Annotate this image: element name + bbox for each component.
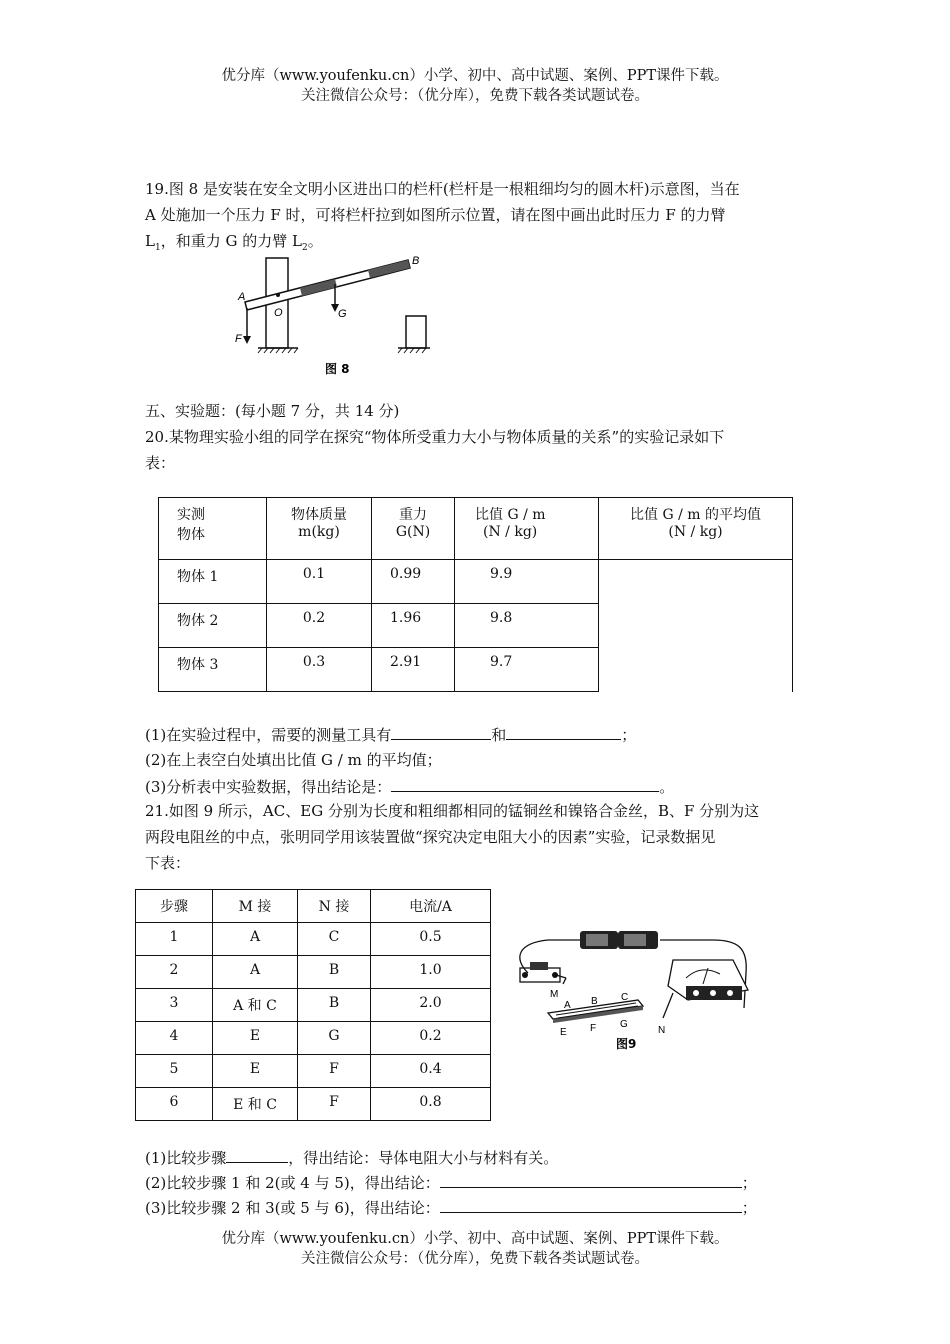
q20-h1a: 物体质量 <box>291 507 347 523</box>
table-row <box>136 1022 491 1055</box>
q21-cell: 6 <box>136 1088 213 1121</box>
q21-sub1-text: (1)比较步骤 <box>145 1149 227 1167</box>
q21-cell: A <box>213 923 298 956</box>
q20-cell: 0.99 <box>372 560 455 604</box>
q20-sub-3 <box>145 775 674 798</box>
q19-line-3-end: 。 <box>307 232 323 250</box>
q20-cell: 物体 3 <box>159 648 267 692</box>
footer-line-1: 优分库（www.youfenku.cn）小学、初中、高中试题、案例、PPT课件下载。 <box>221 1231 729 1247</box>
q19-line-3-text: ，和重力 G 的力臂 L <box>160 232 302 250</box>
q20-sub1-end: ； <box>621 726 637 744</box>
q21-sub-3 <box>145 1196 757 1219</box>
q21-cell: G <box>298 1022 371 1055</box>
q21-step-blank[interactable] <box>226 1146 288 1163</box>
table-row <box>136 956 491 989</box>
label-A: A <box>238 291 246 303</box>
page-footer <box>0 1229 950 1269</box>
q20-h4a: 比值 G / m 的平均值 <box>630 507 761 523</box>
q20-h2b: G(N) <box>395 524 431 540</box>
q21-sub3-text: (3)比较步骤 2 和 3(或 5 与 6)，得出结论： <box>145 1199 440 1217</box>
force-F-arrowhead <box>243 336 251 344</box>
ammeter-terminal-3 <box>727 990 733 996</box>
q20-line-2: 表： <box>145 454 176 472</box>
q21-header-cell: 步骤 <box>136 890 213 923</box>
q20-cell: 物体 2 <box>159 604 267 648</box>
label-A: A <box>564 1000 571 1011</box>
q19-line-1: 19.图 8 是安装在安全文明小区进出口的栏杆(栏杆是一根粗细均匀的圆木杆)示意图，当在 <box>145 180 740 198</box>
q21-cell: E <box>213 1055 298 1088</box>
q20-cell: 物体 1 <box>159 560 267 604</box>
ammeter-terminal-2 <box>710 990 716 996</box>
label-M: M <box>550 989 559 1000</box>
q20-h3b: (N / kg) <box>483 524 538 540</box>
q19-l1-symbol: L <box>145 232 155 250</box>
q20-header-cell <box>267 498 372 560</box>
q21-cell: B <box>298 989 371 1022</box>
lever-shade-1 <box>300 279 337 296</box>
q21-conclusion-blank-2[interactable] <box>440 1171 742 1188</box>
label-E: E <box>560 1027 567 1038</box>
label-B: B <box>591 996 598 1007</box>
section-5-title: 五、实验题：(每小题 7 分，共 14 分) <box>145 402 400 420</box>
q20-sub3-text: (3)分析表中实验数据，得出结论是： <box>145 778 392 796</box>
q20-average-blank-cell[interactable] <box>599 560 793 692</box>
q20-sub3-end: 。 <box>659 778 675 796</box>
q20-tool-blank-2[interactable] <box>506 723 621 740</box>
figure-9-caption: 图9 <box>616 1037 637 1051</box>
q21-cell: E <box>213 1022 298 1055</box>
q20-header-cell <box>599 498 793 560</box>
right-post <box>406 316 426 348</box>
label-C: C <box>621 992 629 1003</box>
q20-h2a: 重力 <box>399 507 427 523</box>
label-G: G <box>338 308 347 320</box>
switch-lever[interactable] <box>530 962 548 970</box>
lever-shade-2 <box>368 260 410 278</box>
question-19 <box>145 176 815 261</box>
q20-cell: 0.2 <box>267 604 372 648</box>
q21-table-header-row <box>136 890 491 923</box>
q21-cell: A 和 C <box>213 989 298 1022</box>
q21-line-3: 下表： <box>145 854 191 872</box>
q21-cell: F <box>298 1055 371 1088</box>
q21-header-cell: 电流/A <box>371 890 491 923</box>
q21-cell: 1.0 <box>371 956 491 989</box>
q20-table <box>158 497 793 692</box>
battery-2-label <box>624 934 646 946</box>
q20-line-1: 20.某物理实验小组的同学在探究“物体所受重力大小与物体质量的关系”的实验记录如下 <box>145 428 725 446</box>
q21-cell: 4 <box>136 1022 213 1055</box>
q20-table-header-row <box>159 498 793 560</box>
battery-1-label <box>586 934 608 946</box>
q21-sub-1 <box>145 1146 558 1169</box>
q19-line-2: A 处施加一个压力 F 时，可将栏杆拉到如图所示位置，请在图中画出此时压力 F 的力臂 <box>145 206 726 224</box>
table-row <box>136 923 491 956</box>
table-row <box>159 560 793 604</box>
label-O: O <box>274 307 283 319</box>
q21-cell: 2 <box>136 956 213 989</box>
q20-sub1-and: 和 <box>491 726 507 744</box>
q20-h0a: 实测 <box>177 507 205 523</box>
q21-cell: F <box>298 1088 371 1121</box>
q21-cell: A <box>213 956 298 989</box>
q20-header-cell <box>455 498 599 560</box>
label-G: G <box>620 1019 628 1030</box>
q21-table <box>135 889 491 1121</box>
q21-cell: 0.2 <box>371 1022 491 1055</box>
q21-cell: 0.4 <box>371 1055 491 1088</box>
q20-cell: 1.96 <box>372 604 455 648</box>
switch-terminal-1 <box>522 972 528 978</box>
q20-cell: 9.9 <box>455 560 599 604</box>
header-line-2: 关注微信公众号：（优分库），免费下载各类试题试卷。 <box>301 88 649 104</box>
q21-line-1: 21.如图 9 所示，AC、EG 分别为长度和粗细都相同的锰铜丝和镍铬合金丝，B、F 分别为这 <box>145 802 760 820</box>
page-header <box>0 66 950 106</box>
q19-l2-sub: 2 <box>301 243 308 253</box>
q20-header-cell <box>372 498 455 560</box>
q21-cell: B <box>298 956 371 989</box>
q21-sub3-end: ； <box>741 1199 757 1217</box>
q20-h1b: m(kg) <box>298 524 340 540</box>
q20-h3a: 比值 G / m <box>475 507 546 523</box>
table-row <box>136 1055 491 1088</box>
q20-cell: 2.91 <box>372 648 455 692</box>
q21-cell: 3 <box>136 989 213 1022</box>
q20-tool-blank-1[interactable] <box>391 723 491 740</box>
q21-sub2-end: ； <box>741 1174 757 1192</box>
q20-cell: 9.8 <box>455 604 599 648</box>
figure-8-lever <box>230 250 430 380</box>
q20-sub-1 <box>145 723 636 746</box>
q21-cell: 0.5 <box>371 923 491 956</box>
pivot-point <box>276 293 280 297</box>
q20-header-cell <box>159 498 267 560</box>
label-B: B <box>412 255 420 267</box>
q20-sub-2: (2)在上表空白处填出比值 G / m 的平均值； <box>145 751 442 769</box>
section-5 <box>145 398 815 476</box>
table-row <box>136 1088 491 1121</box>
q20-sub1-text: (1)在实验过程中，需要的测量工具有 <box>145 726 392 744</box>
q20-h4b: (N / kg) <box>668 524 723 540</box>
q21-header-cell: M 接 <box>213 890 298 923</box>
q21-cell: E 和 C <box>213 1088 298 1121</box>
q21-cell: 2.0 <box>371 989 491 1022</box>
q21-conclusion-blank-3[interactable] <box>440 1196 742 1213</box>
q20-cell: 9.7 <box>455 648 599 692</box>
q21-cell: 5 <box>136 1055 213 1088</box>
wire-to-N <box>663 993 673 1018</box>
q19-l1-sub: 1 <box>154 243 161 253</box>
q21-sub-2 <box>145 1171 757 1194</box>
table-row <box>136 989 491 1022</box>
q21-cell: 1 <box>136 923 213 956</box>
label-F: F <box>235 333 242 345</box>
q21-header-cell: N 接 <box>298 890 371 923</box>
footer-line-2: 关注微信公众号：（优分库），免费下载各类试题试卷。 <box>301 1251 649 1267</box>
label-N: N <box>658 1025 666 1036</box>
header-line-1: 优分库（www.youfenku.cn）小学、初中、高中试题、案例、PPT课件下载。 <box>221 68 729 84</box>
question-21 <box>145 798 815 876</box>
q20-cell: 0.1 <box>267 560 372 604</box>
q20-h0b: 物体 <box>177 527 205 543</box>
q21-cell: 0.8 <box>371 1088 491 1121</box>
figure-8-caption: 图 8 <box>325 362 350 376</box>
q21-cell: C <box>298 923 371 956</box>
q21-sub2-text: (2)比较步骤 1 和 2(或 4 与 5)，得出结论： <box>145 1174 440 1192</box>
q20-conclusion-blank[interactable] <box>391 775 659 792</box>
clip-M <box>563 978 566 984</box>
q21-line-2: 两段电阻丝的中点，张明同学用该装置做“探究决定电阻大小的因素”实验，记录数据见 <box>145 828 716 846</box>
q21-sub1-conclusion: ，得出结论：导体电阻大小与材料有关。 <box>288 1149 559 1167</box>
figure-9-circuit <box>508 918 758 1058</box>
ammeter-terminal-1 <box>693 990 699 996</box>
q20-cell: 0.3 <box>267 648 372 692</box>
label-F: F <box>590 1023 597 1034</box>
